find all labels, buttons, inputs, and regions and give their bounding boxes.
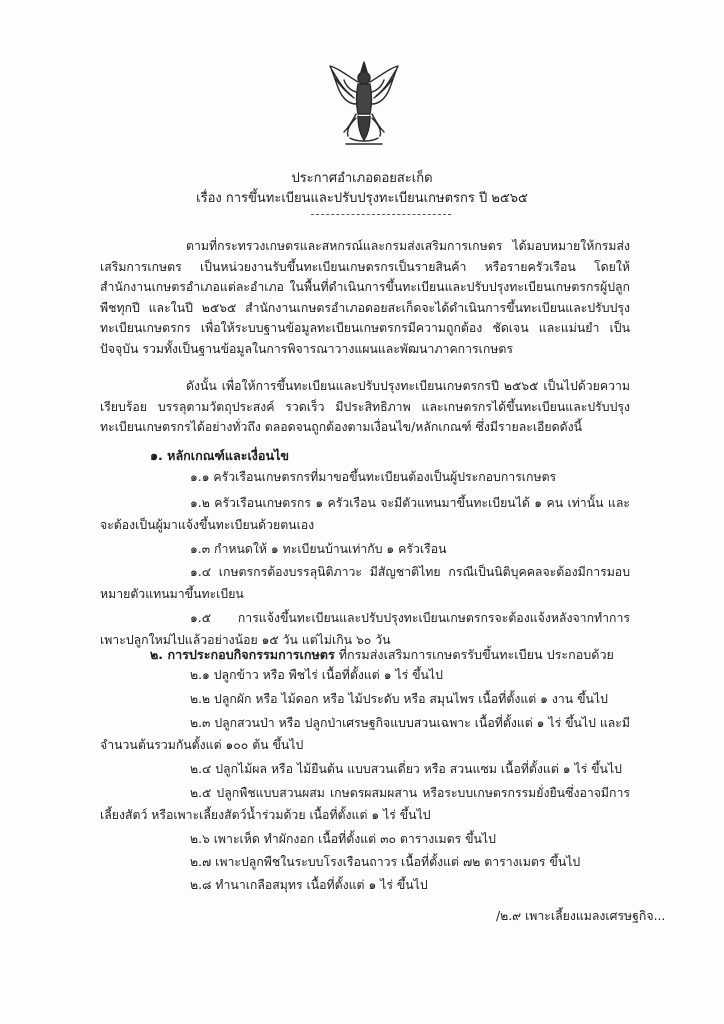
continuation-note: /๒.๙ เพาะเลี้ยงแมลงเศรษฐกิจ... (496, 909, 666, 923)
section-2-heading (150, 645, 614, 665)
section-2-item: ๒.๑ ปลูกข้าว หรือ พืชไร่ เนื้อที่ตั้งแต่ ๑ ไร่ ขึ้นไป (190, 668, 443, 682)
section-2-item: ๒.๘ ทำนาเกลือสมุทร เนื้อที่ตั้งแต่ ๑ ไร่ ขึ้นไป (190, 878, 428, 892)
paragraph-intro: ตามที่กระทรวงเกษตรและสหกรณ์และกรมส่งเสริมการเกษตร ได้มอบหมายให้กรมส่งเสริมการเกษตร เป็นหน่วยงานรับขึ้นทะเบียนเกษตรกรเป็นรายสินค้า หรือรายครัวเรือน โดยให้สำนักงานเกษตรอำเภอแต่ละอำเภอ ในพื้นที่ดำเนินการขึ้นทะเบียนและปรับปรุงทะเบียนเกษตรกรผู้ปลูกพืชทุกปี และในปี ๒๕๖๕ สำนักงานเกษตรอำเภอดอยสะเก็ดจะได้ดำเนินการขึ้นทะเบียนและปรับปรุงทะเบียนเกษตรกร เพื่อให้ระบบฐานข้อมูลทะเบียนเกษตรกรมีความถูกต้อง ชัดเจน และแม่นยำ เป็นปัจจุบัน รวมทั้งเป็นฐานข้อมูลในการพิจารณาวางแผนและพัฒนาภาคการเกษตร (100, 239, 630, 356)
document-subject: เรื่อง การขึ้นทะเบียนและปรับปรุงทะเบียนเกษตรกร ปี ๒๕๖๕ (196, 191, 528, 206)
section-1-item: ๑.๕ การแจ้งขึ้นทะเบียนและปรับปรุงทะเบียนเกษตรกรจะต้องแจ้งหลังจากทำการเพาะปลูกใหม่ไปแล้วอย่างน้อย ๑๕ วัน แต่ไม่เกิน ๖๐ วัน (100, 611, 630, 647)
section-2-item: ๒.๗ เพาะปลูกพืชในระบบโรงเรือนถาวร เนื้อที่ตั้งแต่ ๗๒ ตารางเมตร ขึ้นไป (190, 855, 581, 869)
section-2-item: ๒.๒ ปลูกผัก หรือ ไม้ดอก หรือ ไม้ประดับ หรือ สมุนไพร เนื้อที่ตั้งแต่ ๑ งาน ขึ้นไป (190, 692, 608, 706)
section-2-item: ๒.๔ ปลูกไม้ผล หรือ ไม้ยืนต้น แบบสวนเดี่ยว หรือ สวนแซม เนื้อที่ตั้งแต่ ๑ ไร่ ขึ้นไป (190, 762, 622, 776)
section-1-item: ๑.๑ ครัวเรือนเกษตรกรที่มาขอขึ้นทะเบียนต้องเป็นผู้ประกอบการเกษตร (190, 470, 557, 484)
section-1-item: ๑.๓ กำหนดให้ ๑ ทะเบียนบ้านเท่ากับ ๑ ครัวเรือน (190, 542, 447, 556)
section-2-item: ๒.๕ ปลูกพืชแบบสวนผสม เกษตรผสมผสาน หรือระบบเกษตรกรรมยั่งยืนซึ่งอาจมีการเลี้ยงสัตว์ หรือเพาะเลี้ยงสัตว์น้ำร่วมด้วย เนื้อที่ตั้งแต่ ๑ ไร่ ขึ้นไป (100, 786, 630, 822)
section-1-item: ๑.๔ เกษตรกรต้องบรรลุนิติภาวะ มีสัญชาติไทย กรณีเป็นนิติบุคคลจะต้องมีการมอบหมายตัวแทนมาขึ้นทะเบียน (100, 565, 630, 601)
garuda-emblem-icon (326, 58, 402, 150)
document-title: ประกาศอำเภอดอยสะเก็ด (291, 171, 433, 186)
section-2-item: ๒.๖ เพาะเห็ด ทำผักงอก เนื้อที่ตั้งแต่ ๓๐ ตารางเมตร ขึ้นไป (190, 832, 496, 846)
section-2-item: ๒.๓ ปลูกสวนป่า หรือ ปลูกป่าเศรษฐกิจแบบสวนเฉพาะ เนื้อที่ตั้งแต่ ๑ ไร่ ขึ้นไป และมีจำนวนต้นรวมกันตั้งแต่ ๑๐๐ ต้น ขึ้นไป (100, 716, 630, 752)
section-1-heading (150, 446, 289, 466)
section-2-heading-bold: ๒. การประกอบกิจกรรมการเกษตร (150, 647, 335, 662)
section-1-item: ๑.๒ ครัวเรือนเกษตรกร ๑ ครัวเรือน จะมีตัวแทนมาขึ้นทะเบียนได้ ๑ คน เท่านั้น และจะต้องเป็นผู้มาแจ้งขึ้นทะเบียนด้วยตนเอง (100, 496, 630, 532)
section-1-heading-text: ๑. หลักเกณฑ์และเงื่อนไข (150, 448, 290, 463)
header-divider (311, 214, 451, 215)
paragraph-purpose: ดังนั้น เพื่อให้การขึ้นทะเบียนและปรับปรุงทะเบียนเกษตรกรปี ๒๕๖๕ เป็นไปด้วยความเรียบร้อย บรรลุตามวัตถุประสงค์ รวดเร็ว มีประสิทธิภาพ และเกษตรกรได้ขึ้นทะเบียนและปรับปรุงทะเบียนเกษตรกรได้อย่างทั่วถึง ตลอดจนถูกต้องตามเงื่อนไข/หลักเกณฑ์ ซึ่งมีรายละเอียดดังนี้ (100, 379, 630, 435)
section-2-heading-rest: ที่กรมส่งเสริมการเกษตรรับขึ้นทะเบียน ประกอบด้วย (334, 647, 614, 662)
